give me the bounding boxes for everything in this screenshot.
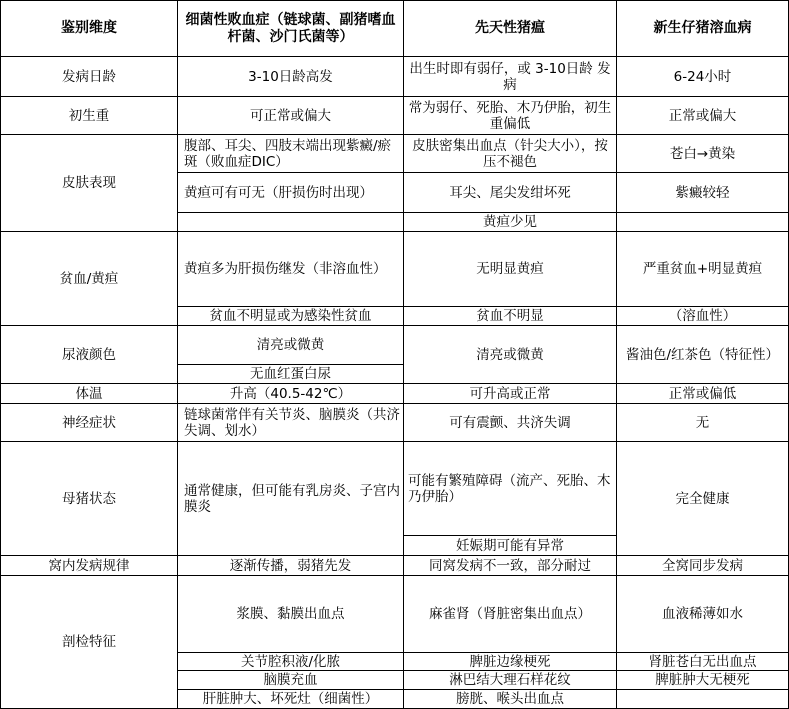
cell-autopsy-bacterial-4: 肝脏肿大、坏死灶（细菌性） bbox=[202, 691, 379, 707]
cell-autopsy-bacterial-2: 关节腔积液/化脓 bbox=[240, 653, 341, 670]
cell-weight-bacterial: 可正常或偏大 bbox=[250, 107, 331, 124]
header-congenital-swine-fever: 先天性猪瘟 bbox=[475, 20, 545, 36]
cell-skin-bacterial-2: 黄疸可有可无（肝损伤时出现） bbox=[184, 184, 373, 201]
cell-weight-hemolytic: 正常或偏大 bbox=[668, 107, 737, 124]
header-bacterial-sepsis: 细菌性败血症（链球菌、副猪嗜血杆菌、沙门氏菌等） bbox=[185, 11, 396, 45]
cell-temp-hemolytic: 正常或偏低 bbox=[668, 385, 737, 402]
row-label-onset: 发病日龄 bbox=[62, 68, 116, 85]
cell-skin-hemolytic-1: 苍白→黄染 bbox=[669, 145, 736, 162]
cell-skin-swine-fever-2: 耳尖、尾尖发绀坏死 bbox=[449, 184, 571, 201]
cell-temp-swine-fever: 可升高或正常 bbox=[469, 385, 551, 402]
cell-autopsy-hemolytic-1: 血液稀薄如水 bbox=[662, 606, 743, 622]
cell-urine-bacterial-1: 清亮或微黄 bbox=[256, 337, 325, 353]
row-label-temp: 体温 bbox=[75, 385, 103, 402]
cell-skin-bacterial-1: 腹部、耳尖、四肢末端出现紫癜/瘀斑（败血症DIC） bbox=[184, 137, 392, 170]
cell-weight-swine-fever: 常为弱仔、死胎、木乃伊胎，初生重偏低 bbox=[408, 99, 612, 132]
cell-sow-swine-fever-2: 妊娠期可能有异常 bbox=[456, 537, 564, 554]
cell-anemia-swine-fever-2: 贫血不明显 bbox=[476, 308, 544, 324]
cell-anemia-hemolytic-2: （溶血性） bbox=[668, 308, 737, 324]
cell-anemia-hemolytic-1: 严重贫血+明显黄疸 bbox=[642, 261, 763, 277]
cell-anemia-bacterial-1: 黄疸多为肝损伤继发（非溶血性） bbox=[184, 261, 387, 277]
cell-sow-hemolytic: 完全健康 bbox=[675, 490, 730, 507]
cell-autopsy-swine-fever-2: 脾脏边缘梗死 bbox=[469, 653, 551, 670]
cell-litter-swine-fever: 同窝发病不一致，部分耐过 bbox=[429, 557, 591, 574]
cell-onset-swine-fever: 出生时即有弱仔，或 3-10日龄 发病 bbox=[409, 60, 611, 93]
cell-autopsy-swine-fever-1: 麻雀肾（肾脏密集出血点） bbox=[429, 606, 591, 622]
header-neonatal-hemolytic: 新生仔猪溶血病 bbox=[653, 20, 752, 36]
cell-onset-hemolytic: 6-24小时 bbox=[673, 68, 732, 85]
cell-nerve-swine-fever: 可有震颤、共济失调 bbox=[449, 414, 571, 431]
cell-temp-bacterial: 升高（40.5-42℃） bbox=[229, 385, 352, 402]
cell-anemia-bacterial-2: 贫血不明显或为感染性贫血 bbox=[209, 308, 372, 324]
cell-autopsy-bacterial-1: 浆膜、黏膜出血点 bbox=[236, 606, 345, 622]
cell-sow-bacterial: 通常健康，但可能有乳房炎、子宫内膜炎 bbox=[184, 482, 400, 515]
row-label-anemia: 贫血/黄疸 bbox=[59, 270, 119, 287]
cell-skin-hemolytic-2: 紫癜较轻 bbox=[675, 184, 730, 201]
cell-nerve-bacterial: 链球菌常伴有关节炎、脑膜炎（共济失调、划水） bbox=[184, 406, 400, 439]
row-label-urine: 尿液颜色 bbox=[62, 346, 116, 363]
cell-autopsy-swine-fever-4: 膀胱、喉头出血点 bbox=[456, 691, 564, 707]
cell-litter-hemolytic: 全窝同步发病 bbox=[662, 557, 743, 574]
row-label-sow: 母猪状态 bbox=[62, 490, 116, 507]
cell-urine-swine-fever: 清亮或微黄 bbox=[476, 346, 544, 363]
cell-urine-bacterial-2: 无血红蛋白尿 bbox=[250, 366, 331, 382]
cell-autopsy-hemolytic-2: 肾脏苍白无出血点 bbox=[648, 653, 757, 670]
cell-autopsy-bacterial-3: 脑膜充血 bbox=[263, 672, 318, 688]
row-label-weight: 初生重 bbox=[68, 107, 110, 124]
row-label-autopsy: 剖检特征 bbox=[62, 634, 116, 650]
cell-onset-bacterial: 3-10日龄高发 bbox=[248, 68, 333, 85]
cell-autopsy-swine-fever-3: 淋巴结大理石样花纹 bbox=[449, 672, 571, 688]
cell-urine-hemolytic: 酱油色/红茶色（特征性） bbox=[625, 346, 780, 363]
row-label-skin: 皮肤表现 bbox=[62, 175, 116, 191]
cell-skin-swine-fever-1: 皮肤密集出血点（针尖大小），按压不褪色 bbox=[412, 137, 608, 170]
row-label-nerve: 神经症状 bbox=[62, 414, 116, 431]
cell-nerve-hemolytic: 无 bbox=[695, 414, 710, 431]
cell-sow-swine-fever-1: 可能有繁殖障碍（流产、死胎、木乃伊胎） bbox=[408, 472, 611, 505]
cell-litter-bacterial: 逐渐传播，弱猪先发 bbox=[229, 557, 352, 574]
row-label-litter: 窝内发病规律 bbox=[48, 557, 130, 574]
cell-skin-swine-fever-3: 黄疸少见 bbox=[483, 214, 537, 230]
header-dimension: 鉴别维度 bbox=[61, 20, 117, 36]
cell-autopsy-hemolytic-3: 脾脏肿大无梗死 bbox=[655, 672, 750, 688]
cell-anemia-swine-fever-1: 无明显黄疸 bbox=[476, 261, 544, 277]
